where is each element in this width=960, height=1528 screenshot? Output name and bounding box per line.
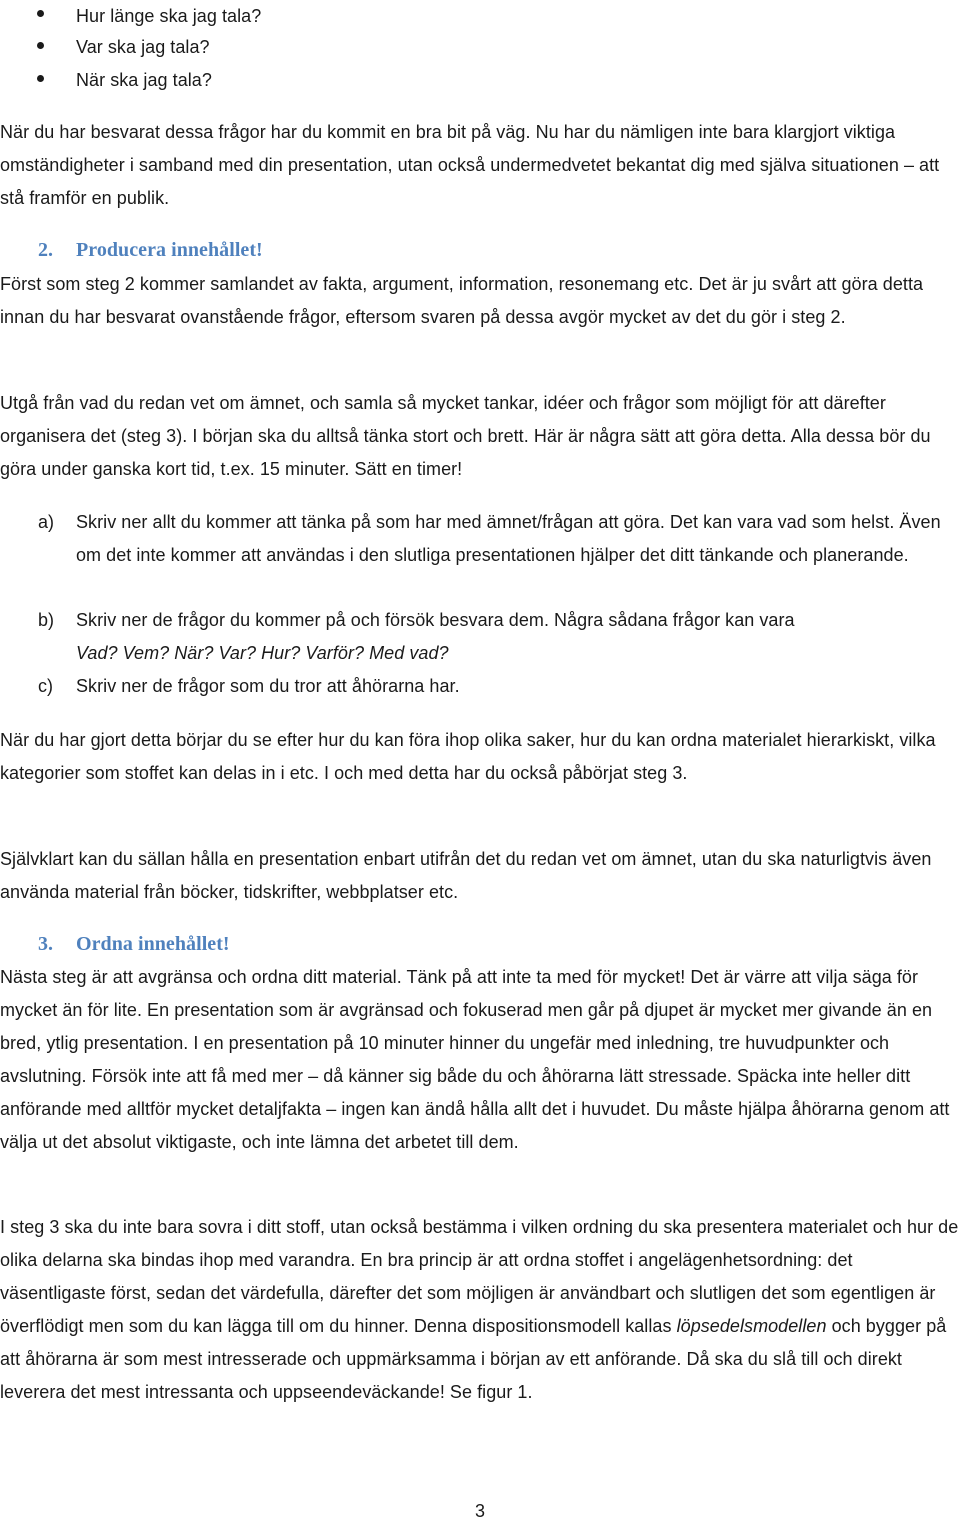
term-lopsedelsmodellen: löpsedelsmodellen (676, 1316, 827, 1336)
list-item-text: Skriv ner allt du kommer att tänka på som har med ämnet/frågan att göra. Det kan vara vad som helst. Även om det inte kommer att användas i den slutliga presentationen hjälper det ditt tänkande och planerande. (76, 512, 941, 565)
section-2-heading (38, 234, 263, 267)
bullet-icon (37, 75, 44, 82)
bullet-text: När ska jag tala? (76, 70, 212, 90)
section-2-paragraph-1: Först som steg 2 kommer samlandet av fakta, argument, information, resonemang etc. Det är ju svårt att göra detta innan du har besvarat ovanstående frågor, eftersom svaren på dessa avgör mycket av det du gör i steg 2. (0, 274, 924, 327)
bullet-icon (37, 10, 44, 17)
section-2-paragraph-2: Utgå från vad du redan vet om ämnet, och samla så mycket tankar, idéer och frågor som möjligt för att därefter organisera det (steg 3). I början ska du alltså tänka stort och brett. Här är några sätt att göra detta. Alla dessa bör du göra under ganska kort tid, t.ex. 15 minuter. Sätt en timer! (0, 393, 931, 479)
list-item-text: Skriv ner de frågor som du tror att åhörarna har. (76, 676, 460, 696)
bullet-text: Var ska jag tala? (76, 37, 210, 57)
section-2-number: 2. (38, 239, 54, 261)
section-2-paragraph-4: Självklart kan du sällan hålla en presentation enbart utifrån det du redan vet om ämnet, utan du ska naturligtvis även använda material från böcker, tidskrifter, webbplatser etc. (0, 849, 932, 902)
bullet-icon (37, 42, 44, 49)
section-3-heading (38, 928, 230, 961)
section-2-paragraph-3: När du har gjort detta börjar du se efter hur du kan föra ihop olika saker, hur du kan ordna materialet hierarkiskt, vilka kategorier som stoffet kan delas in i etc. I och med detta har du också påbörjat steg 3. (0, 730, 936, 783)
section-3-paragraph-1: Nästa steg är att avgränsa och ordna ditt material. Tänk på att inte ta med för mycket! Det är värre att vilja säga för mycket än för lite. En presentation som är avgränsad och fokuserad men går på djupet är mycket mer givande än en bred, ytlig presentation. I en presentation på 10 minuter hinner du ungefär med inledning, tre huvudpunkter och avslutning. Försök inte att få med mer – då känner sig både du och åhörarna lätt stressade. Späcka inte heller ditt anförande med alltför mycket detaljfakta – ingen kan ändå hålla allt det i huvudet. Du måste hjälpa åhörarna genom att välja ut det absolut viktigaste, och inte lämna det arbetet till dem. (0, 967, 950, 1152)
list-marker: b) (38, 610, 55, 630)
section-3-number: 3. (38, 933, 54, 955)
list-item-text-plain: Skriv ner de frågor du kommer på och försök besvara dem. Några sådana frågor kan vara (76, 610, 795, 630)
section-2-title: Producera innehållet! (76, 239, 263, 261)
bullet-text: Hur länge ska jag tala? (76, 6, 262, 26)
page-number: 3 (474, 1501, 486, 1521)
section-3-title: Ordna innehållet! (76, 933, 230, 955)
section-3-paragraph-2-start: I steg 3 ska du inte bara sovra i ditt stoff, utan också bestämma i vilken ordning du ska presentera materialet och hur de olika delarna ska bindas ihop med varandra. En bra princip är att ordna stoffet i angelägenhetsordning: det väsentligaste först, sedan det värdefulla, därefter det som möjligen är användbart och slutligen det som egentligen är överflödigt men som du kan lägga till om du hinner. Denna dispositionsmodell kallas (0, 1217, 959, 1336)
list-marker: a) (38, 512, 55, 532)
section-3-paragraph-2-end: och bygger på att åhörarna är som mest intresserade och uppmärksamma i början av ett anförande. Då ska du slå till och direkt leverera det mest intressanta och uppseendeväckande! Se figur 1. (0, 1316, 947, 1402)
list-marker: c) (38, 676, 54, 696)
section-3-paragraph-2 (0, 1211, 960, 1409)
list-item-text-italic: Vad? Vem? När? Var? Hur? Varför? Med vad? (76, 643, 449, 663)
intro-paragraph: När du har besvarat dessa frågor har du kommit en bra bit på väg. Nu har du nämligen inte bara klargjort viktiga omständigheter i samband med din presentation, utan också undermedvetet bekantat dig med själva situationen – att stå framför en publik. (0, 122, 940, 208)
list-item-text (76, 604, 960, 670)
